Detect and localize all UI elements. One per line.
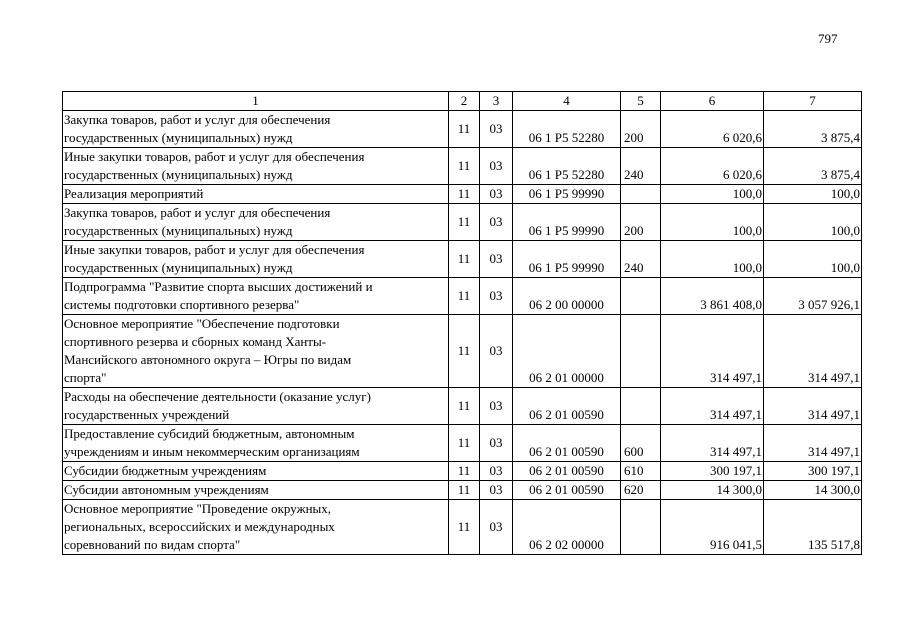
amount-cell: 100,0: [764, 241, 862, 278]
amount-cell: 300 197,1: [764, 462, 862, 481]
target-article-cell: 06 2 01 00590: [513, 388, 621, 425]
item-name-cell: [63, 148, 449, 185]
amount-cell: 314 497,1: [764, 425, 862, 462]
amount-cell: 314 497,1: [661, 315, 764, 388]
target-article-cell: 06 1 P5 99990: [513, 204, 621, 241]
item-name-cell: [63, 241, 449, 278]
subsection-cell: 03: [480, 500, 513, 555]
table-row: [63, 481, 862, 500]
amount-cell: 3 875,4: [764, 111, 862, 148]
section-cell: 11: [449, 462, 480, 481]
item-name-line: государственных учреждений: [64, 407, 230, 422]
header-row: [63, 92, 862, 111]
amount-cell: 100,0: [661, 241, 764, 278]
section-cell: 11: [449, 315, 480, 388]
item-name-line: Субсидии бюджетным учреждениям: [64, 463, 267, 478]
item-name-cell: [63, 111, 449, 148]
subsection-cell: 03: [480, 425, 513, 462]
item-name-line: спортивного резерва и сборных команд Ханты-: [64, 334, 327, 349]
amount-cell: 6 020,6: [661, 148, 764, 185]
table-row: [63, 241, 862, 278]
section-cell: 11: [449, 241, 480, 278]
column-header: 6: [661, 92, 764, 111]
column-header: 1: [63, 92, 449, 111]
amount-cell: 100,0: [661, 185, 764, 204]
target-article-cell: 06 2 01 00590: [513, 462, 621, 481]
item-name-line: учреждениям и иным некоммерческим организациям: [64, 444, 360, 459]
amount-cell: 314 497,1: [764, 388, 862, 425]
item-name-line: Закупка товаров, работ и услуг для обеспечения: [64, 112, 331, 127]
item-name-cell: [63, 315, 449, 388]
table-row: [63, 148, 862, 185]
item-name-cell: [63, 500, 449, 555]
subsection-cell: 03: [480, 204, 513, 241]
amount-cell: 100,0: [764, 185, 862, 204]
amount-cell: 100,0: [764, 204, 862, 241]
amount-cell: 135 517,8: [764, 500, 862, 555]
item-name-cell: [63, 388, 449, 425]
expense-type-cell: 600: [621, 425, 661, 462]
item-name-line: государственных (муниципальных) нужд: [64, 260, 293, 275]
amount-cell: 14 300,0: [661, 481, 764, 500]
amount-cell: 916 041,5: [661, 500, 764, 555]
table-row: [63, 462, 862, 481]
amount-cell: 314 497,1: [661, 425, 764, 462]
table-row: [63, 315, 862, 388]
expense-type-cell: 240: [621, 241, 661, 278]
expense-type-cell: 620: [621, 481, 661, 500]
table-row: [63, 425, 862, 462]
item-name-line: спорта": [64, 370, 107, 385]
expense-type-cell: [621, 185, 661, 204]
item-name-cell: [63, 481, 449, 500]
subsection-cell: 03: [480, 111, 513, 148]
section-cell: 11: [449, 425, 480, 462]
target-article-cell: 06 1 P5 99990: [513, 185, 621, 204]
item-name-line: государственных (муниципальных) нужд: [64, 167, 293, 182]
item-name-line: Расходы на обеспечение деятельности (оказание услуг): [64, 389, 371, 404]
target-article-cell: 06 1 P5 52280: [513, 148, 621, 185]
table-row: [63, 388, 862, 425]
subsection-cell: 03: [480, 241, 513, 278]
item-name-line: Реализация мероприятий: [64, 186, 204, 201]
section-cell: 11: [449, 500, 480, 555]
expense-type-cell: 610: [621, 462, 661, 481]
subsection-cell: 03: [480, 278, 513, 315]
expense-type-cell: [621, 278, 661, 315]
table-row: [63, 111, 862, 148]
column-header: 4: [513, 92, 621, 111]
subsection-cell: 03: [480, 388, 513, 425]
item-name-line: Мансийского автономного округа – Югры по видам: [64, 352, 352, 367]
target-article-cell: 06 1 P5 99990: [513, 241, 621, 278]
item-name-line: Иные закупки товаров, работ и услуг для обеспечения: [64, 149, 365, 164]
table-row: [63, 278, 862, 315]
item-name-line: государственных (муниципальных) нужд: [64, 130, 293, 145]
table-row: [63, 185, 862, 204]
item-name-line: соревнований по видам спорта": [64, 537, 241, 552]
subsection-cell: 03: [480, 148, 513, 185]
amount-cell: 3 861 408,0: [661, 278, 764, 315]
expense-type-cell: 200: [621, 111, 661, 148]
target-article-cell: 06 1 P5 52280: [513, 111, 621, 148]
item-name-line: государственных (муниципальных) нужд: [64, 223, 293, 238]
section-cell: 11: [449, 111, 480, 148]
item-name-cell: [63, 185, 449, 204]
item-name-line: региональных, всероссийских и международных: [64, 519, 335, 534]
section-cell: 11: [449, 481, 480, 500]
expense-type-cell: [621, 500, 661, 555]
expense-type-cell: 200: [621, 204, 661, 241]
budget-table: [62, 91, 862, 555]
expense-type-cell: [621, 388, 661, 425]
column-header: 7: [764, 92, 862, 111]
page-number: 797: [818, 31, 838, 46]
section-cell: 11: [449, 204, 480, 241]
item-name-line: Основное мероприятие "Проведение окружных,: [64, 501, 332, 516]
item-name-cell: [63, 278, 449, 315]
amount-cell: 314 497,1: [661, 388, 764, 425]
column-header: 2: [449, 92, 480, 111]
subsection-cell: 03: [480, 462, 513, 481]
item-name-line: Подпрограмма "Развитие спорта высших достижений и: [64, 279, 373, 294]
table-row: [63, 204, 862, 241]
amount-cell: 300 197,1: [661, 462, 764, 481]
section-cell: 11: [449, 278, 480, 315]
amount-cell: 3 875,4: [764, 148, 862, 185]
subsection-cell: 03: [480, 185, 513, 204]
item-name-cell: [63, 462, 449, 481]
target-article-cell: 06 2 02 00000: [513, 500, 621, 555]
target-article-cell: 06 2 01 00590: [513, 425, 621, 462]
amount-cell: 6 020,6: [661, 111, 764, 148]
item-name-line: Иные закупки товаров, работ и услуг для обеспечения: [64, 242, 365, 257]
section-cell: 11: [449, 185, 480, 204]
item-name-line: Основное мероприятие "Обеспечение подготовки: [64, 316, 340, 331]
column-header: 5: [621, 92, 661, 111]
item-name-cell: [63, 204, 449, 241]
subsection-cell: 03: [480, 481, 513, 500]
expense-type-cell: [621, 315, 661, 388]
section-cell: 11: [449, 148, 480, 185]
section-cell: 11: [449, 388, 480, 425]
column-header: 3: [480, 92, 513, 111]
item-name-line: Предоставление субсидий бюджетным, автономным: [64, 426, 355, 441]
item-name-line: Субсидии автономным учреждениям: [64, 482, 269, 497]
amount-cell: 14 300,0: [764, 481, 862, 500]
item-name-cell: [63, 425, 449, 462]
target-article-cell: 06 2 01 00590: [513, 481, 621, 500]
item-name-line: Закупка товаров, работ и услуг для обеспечения: [64, 205, 331, 220]
amount-cell: 3 057 926,1: [764, 278, 862, 315]
amount-cell: 100,0: [661, 204, 764, 241]
amount-cell: 314 497,1: [764, 315, 862, 388]
target-article-cell: 06 2 01 00000: [513, 315, 621, 388]
table-body: [63, 92, 862, 555]
target-article-cell: 06 2 00 00000: [513, 278, 621, 315]
item-name-line: системы подготовки спортивного резерва": [64, 297, 300, 312]
subsection-cell: 03: [480, 315, 513, 388]
expense-type-cell: 240: [621, 148, 661, 185]
table-row: [63, 500, 862, 555]
